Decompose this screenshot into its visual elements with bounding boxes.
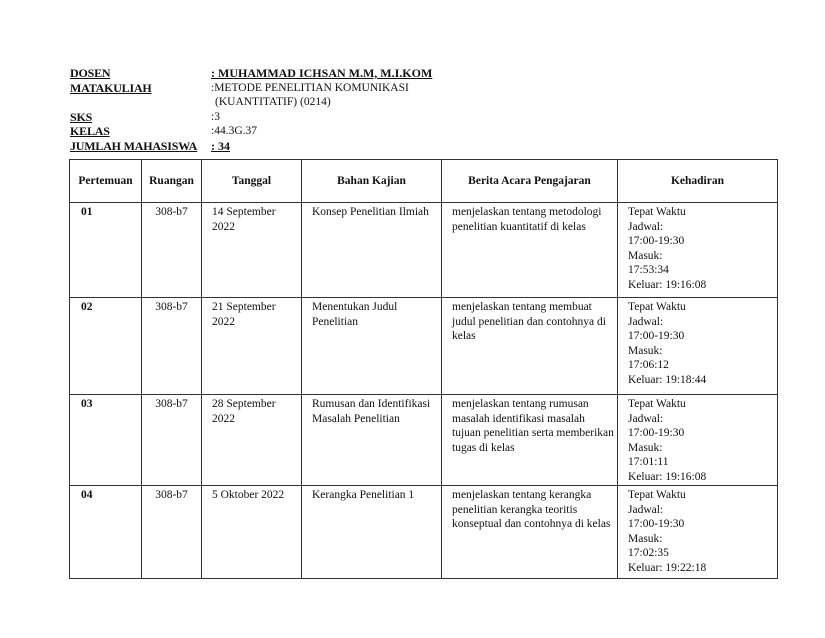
cell-ruangan: 308-b7 bbox=[142, 298, 202, 395]
jumlah-value: : 34 bbox=[211, 138, 230, 153]
matakuliah-value-cont: (KUANTITATIF) (0214) bbox=[215, 96, 331, 108]
col-header-tanggal: Tanggal bbox=[202, 160, 302, 203]
attendance-out: Keluar: 19:16:08 bbox=[628, 470, 707, 483]
dosen-label: DOSEN bbox=[70, 66, 111, 80]
cell-tanggal: 14 September 2022 bbox=[202, 203, 302, 298]
cell-berita-acara: menjelaskan tentang kerangka penelitian kerangka teoritis konseptual dan contohnya di kelas bbox=[442, 486, 618, 579]
cell-tanggal: 5 Oktober 2022 bbox=[202, 486, 302, 579]
attendance-in-label: Masuk: bbox=[628, 344, 663, 357]
table-header-row bbox=[70, 160, 778, 203]
cell-pertemuan: 03 bbox=[70, 395, 142, 486]
sks-row bbox=[70, 110, 432, 125]
table-row bbox=[70, 395, 778, 486]
cell-bahan-kajian: Menentukan Judul Penelitian bbox=[302, 298, 442, 395]
dosen-row bbox=[70, 66, 432, 81]
col-header-bahan-kajian: Bahan Kajian bbox=[302, 160, 442, 203]
cell-pertemuan: 02 bbox=[70, 298, 142, 395]
cell-ruangan: 308-b7 bbox=[142, 486, 202, 579]
attendance-schedule-label: Jadwal: bbox=[628, 220, 664, 233]
cell-berita-acara: menjelaskan tentang membuat judul penelitian dan contohnya di kelas bbox=[442, 298, 618, 395]
attendance-schedule: 17:00-19:30 bbox=[628, 330, 685, 342]
matakuliah-value: :METODE PENELITIAN KOMUNIKASI bbox=[211, 81, 409, 94]
cell-bahan-kajian: Kerangka Penelitian 1 bbox=[302, 486, 442, 579]
kelas-label: KELAS bbox=[70, 124, 110, 138]
attendance-schedule: 17:00-19:30 bbox=[628, 235, 685, 247]
cell-tanggal: 28 September 2022 bbox=[202, 395, 302, 486]
attendance-schedule-label: Jadwal: bbox=[628, 412, 664, 425]
attendance-schedule-label: Jadwal: bbox=[628, 315, 664, 328]
cell-ruangan: 308-b7 bbox=[142, 203, 202, 298]
attendance-status: Tepat Waktu bbox=[628, 489, 686, 501]
attendance-status: Tepat Waktu bbox=[628, 301, 686, 313]
sks-label: SKS bbox=[70, 109, 93, 124]
attendance-out: Keluar: 19:22:18 bbox=[628, 561, 707, 574]
cell-kehadiran bbox=[618, 395, 778, 486]
attendance-in: 17:06:12 bbox=[628, 359, 669, 371]
teaching-log-table bbox=[69, 159, 778, 579]
cell-berita-acara: menjelaskan tentang metodologi penelitian kuantitatif di kelas bbox=[442, 203, 618, 298]
attendance-in: 17:01:11 bbox=[628, 456, 669, 468]
attendance-in: 17:02:35 bbox=[628, 547, 669, 559]
attendance-schedule-label: Jadwal: bbox=[628, 503, 664, 516]
col-header-kehadiran: Kehadiran bbox=[618, 160, 778, 203]
attendance-in-label: Masuk: bbox=[628, 532, 663, 545]
cell-kehadiran bbox=[618, 203, 778, 298]
jumlah-row bbox=[70, 139, 432, 154]
attendance-status: Tepat Waktu bbox=[628, 398, 686, 410]
cell-pertemuan: 01 bbox=[70, 203, 142, 298]
cell-bahan-kajian: Rumusan dan Identifikasi Masalah Penelitian bbox=[302, 395, 442, 486]
kelas-value: :44.3G.37 bbox=[211, 125, 257, 137]
attendance-in: 17:53:34 bbox=[628, 264, 669, 276]
cell-berita-acara: menjelaskan tentang rumusan masalah identifikasi masalah tujuan penelitian serta memberikan tugas di kelas bbox=[442, 395, 618, 486]
col-header-ruangan: Ruangan bbox=[142, 160, 202, 203]
cell-pertemuan: 04 bbox=[70, 486, 142, 579]
course-header bbox=[70, 66, 432, 153]
table-row bbox=[70, 298, 778, 395]
attendance-status: Tepat Waktu bbox=[628, 206, 686, 218]
matakuliah-row bbox=[70, 81, 432, 96]
cell-ruangan: 308-b7 bbox=[142, 395, 202, 486]
cell-bahan-kajian: Konsep Penelitian Ilmiah bbox=[302, 203, 442, 298]
col-header-berita-acara: Berita Acara Pengajaran bbox=[442, 160, 618, 203]
col-header-pertemuan: Pertemuan bbox=[70, 160, 142, 203]
table-row bbox=[70, 203, 778, 298]
sks-value: :3 bbox=[211, 110, 220, 123]
attendance-in-label: Masuk: bbox=[628, 441, 663, 454]
cell-kehadiran bbox=[618, 486, 778, 579]
jumlah-label: JUMLAH MAHASISWA bbox=[70, 138, 198, 153]
attendance-out: Keluar: 19:16:08 bbox=[628, 278, 707, 291]
attendance-schedule: 17:00-19:30 bbox=[628, 427, 685, 439]
matakuliah-label: MATAKULIAH bbox=[70, 80, 152, 95]
kelas-row bbox=[70, 124, 432, 139]
cell-kehadiran bbox=[618, 298, 778, 395]
attendance-out: Keluar: 19:18:44 bbox=[628, 373, 707, 386]
dosen-value: : MUHAMMAD ICHSAN M.M, M.I.KOM bbox=[211, 66, 433, 80]
cell-tanggal: 21 September 2022 bbox=[202, 298, 302, 395]
attendance-in-label: Masuk: bbox=[628, 249, 663, 262]
attendance-schedule: 17:00-19:30 bbox=[628, 518, 685, 530]
table-row bbox=[70, 486, 778, 579]
